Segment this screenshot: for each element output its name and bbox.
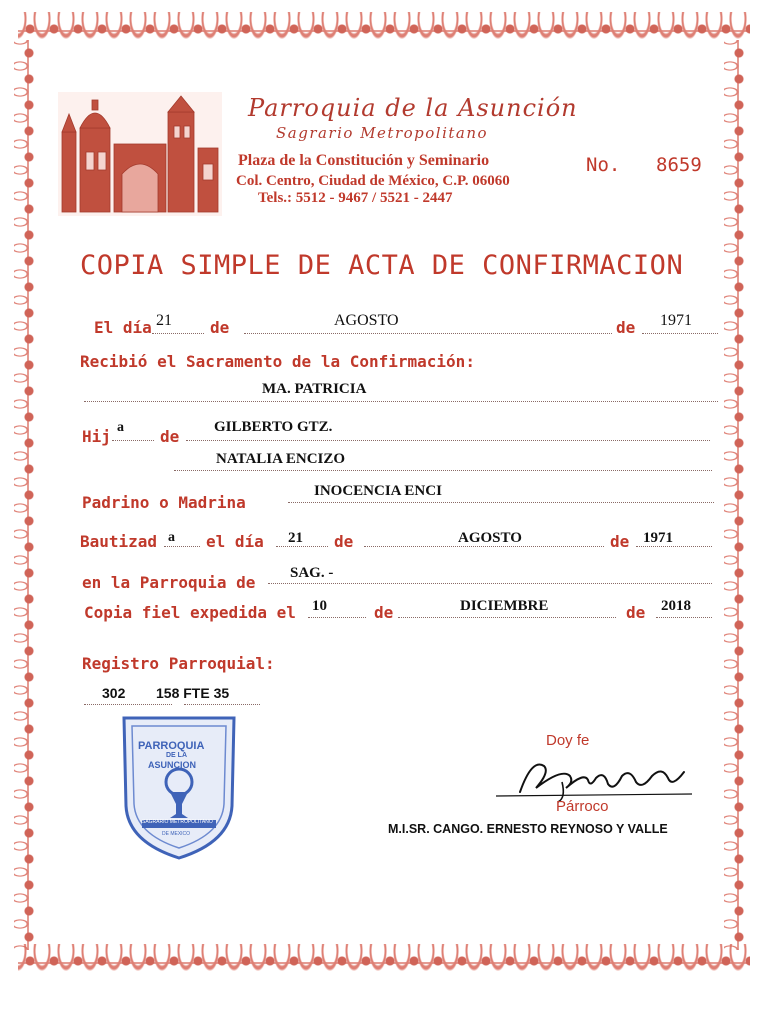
seal-text-mid: DE LA xyxy=(166,752,187,759)
copy-issued-label: Copia fiel expedida el xyxy=(84,603,296,622)
day-label: El día xyxy=(94,318,152,337)
ornamental-border-bottom xyxy=(18,944,750,978)
registry-line-1 xyxy=(84,704,172,705)
priest-name: M.I.SR. CANGO. ERNESTO REYNOSO Y VALLE xyxy=(388,822,668,836)
father-line xyxy=(186,440,710,441)
father-name: GILBERTO GTZ. xyxy=(214,419,333,435)
address-line-2: Col. Centro, Ciudad de México, C.P. 06060 xyxy=(236,173,510,189)
baptism-de-label-2: de xyxy=(610,532,630,551)
copy-day-line xyxy=(308,617,366,618)
certificate-number: 8659 xyxy=(656,154,702,176)
baptism-year: 1971 xyxy=(643,530,673,546)
month-line xyxy=(244,333,612,334)
baptism-day-label: el día xyxy=(206,532,264,551)
parish-of-label: en la Parroquia de xyxy=(82,573,256,592)
hij-line xyxy=(112,440,154,441)
baptism-de-label-1: de xyxy=(334,532,354,551)
registry-value-2: 158 FTE 35 xyxy=(156,685,230,701)
godparent-name: INOCENCIA ENCI xyxy=(314,483,442,499)
seal-text-base-2: DE MEXICO xyxy=(162,831,191,837)
copy-month-line xyxy=(398,617,616,618)
document-title: COPIA SIMPLE DE ACTA DE CONFIRMACION xyxy=(80,250,684,281)
hij-label: Hij xyxy=(82,427,111,446)
parish-seal-icon xyxy=(118,710,240,862)
parents-de-label: de xyxy=(160,427,180,446)
hij-suffix: a xyxy=(117,420,124,435)
confirmation-day: 21 xyxy=(156,312,172,329)
confirmed-name: MA. PATRICIA xyxy=(262,381,367,397)
copy-year: 2018 xyxy=(661,598,691,614)
ornamental-border-right xyxy=(724,40,754,950)
copy-month: DICIEMBRE xyxy=(460,598,549,614)
phone-numbers: Tels.: 5512 - 9467 / 5521 - 2447 xyxy=(258,190,453,206)
copy-day: 10 xyxy=(312,598,327,614)
certificate-number-label: No. xyxy=(586,154,621,176)
mother-name: NATALIA ENCIZO xyxy=(216,451,346,467)
address-line-1: Plaza de la Constitución y Seminario xyxy=(238,152,490,169)
day-line xyxy=(152,333,204,334)
copy-de-label-1: de xyxy=(374,603,394,622)
parroco-label: Párroco xyxy=(556,798,609,815)
de-label-1: de xyxy=(210,318,230,337)
baptized-suffix: a xyxy=(168,530,175,545)
registry-value-1: 302 xyxy=(102,685,126,701)
baptized-label: Bautizad xyxy=(80,532,158,551)
confirmation-year: 1971 xyxy=(660,312,692,329)
parish-name: Parroquia de la Asunción xyxy=(248,94,578,122)
registry-line-2 xyxy=(184,704,260,705)
ornamental-border-left xyxy=(14,40,44,950)
copy-de-label-2: de xyxy=(626,603,646,622)
copy-year-line xyxy=(656,617,712,618)
doy-fe-label: Doy fe xyxy=(546,732,590,749)
mother-line xyxy=(174,470,712,471)
parish-subtitle: Sagrario Metropolitano xyxy=(276,124,489,142)
parish-line xyxy=(268,583,712,584)
registry-label: Registro Parroquial: xyxy=(82,654,275,673)
baptism-parish: SAG. - xyxy=(290,565,334,581)
year-line xyxy=(642,333,718,334)
seal-text-top: PARROQUIA xyxy=(138,740,205,752)
name-line xyxy=(84,401,718,402)
seal-text-base: SAGRARIO METROPOLITANO xyxy=(142,819,213,825)
seal-text-bottom: ASUNCION xyxy=(148,760,197,770)
received-sacrament-label: Recibió el Sacramento de la Confirmación: xyxy=(80,352,475,371)
godparent-line xyxy=(288,502,714,503)
ornamental-border-top xyxy=(18,12,750,46)
de-label-2: de xyxy=(616,318,636,337)
baptized-suffix-line xyxy=(164,546,200,547)
godparent-label: Padrino o Madrina xyxy=(82,493,246,512)
baptism-day: 21 xyxy=(288,530,303,546)
confirmation-month: AGOSTO xyxy=(334,312,399,329)
baptism-month: AGOSTO xyxy=(458,530,522,546)
church-engraving-icon xyxy=(58,92,222,216)
